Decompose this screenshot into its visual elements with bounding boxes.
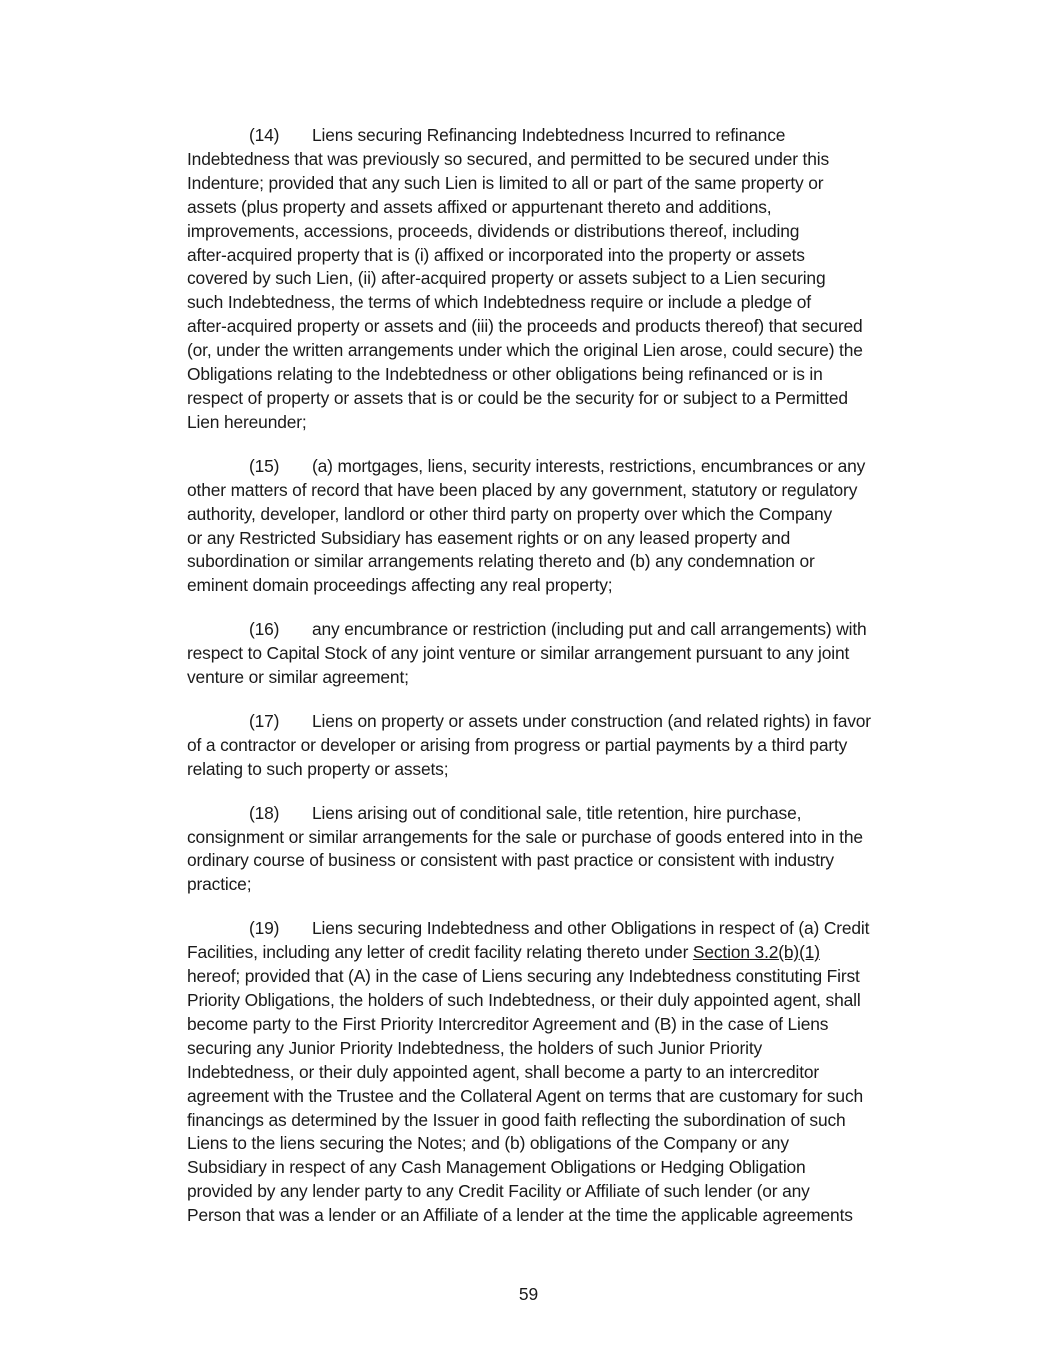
document-body	[187, 124, 935, 1248]
paragraph-line: improvements, accessions, proceeds, dividends or distributions thereof, including	[187, 220, 800, 241]
paragraph-text: Liens arising out of conditional sale, title retention, hire purchase,	[312, 802, 802, 823]
paragraph-19	[187, 917, 935, 1228]
paragraph-number: (15)	[249, 455, 280, 476]
paragraph-line: venture or similar agreement;	[187, 667, 409, 688]
paragraph-line: agreement with the Trustee and the Collateral Agent on terms that are customary for such	[187, 1085, 864, 1106]
paragraph-line: Subsidiary in respect of any Cash Management Obligations or Hedging Obligation	[187, 1157, 806, 1178]
paragraph-line: Person that was a lender or an Affiliate of a lender at the time the applicable agreements	[187, 1205, 853, 1226]
paragraph-line: provided by any lender party to any Credit Facility or Affiliate of such lender (or any	[187, 1181, 810, 1202]
paragraph-line: consignment or similar arrangements for the sale or purchase of goods entered into in the	[187, 826, 863, 847]
paragraph-text: any encumbrance or restriction (including put and call arrangements) with	[312, 619, 867, 640]
page-number: 59	[518, 1284, 539, 1304]
paragraph-number: (14)	[249, 125, 280, 145]
paragraph-text: (a) mortgages, liens, security interests, restrictions, encumbrances or any	[312, 455, 866, 476]
paragraph-line: covered by such Lien, (ii) after-acquired property or assets subject to a Lien securing	[187, 268, 826, 289]
paragraph-text: Liens securing Refinancing Indebtedness Incurred to refinance	[312, 125, 786, 145]
paragraph-line	[187, 455, 935, 479]
paragraph-line: Priority Obligations, the holders of such Indebtedness, or their duly appointed agent, shall	[187, 990, 861, 1010]
paragraph-18	[187, 802, 935, 898]
paragraph-line: subordination or similar arrangements relating thereto and (b) any condemnation or	[187, 551, 815, 572]
paragraph-line: or any Restricted Subsidiary has easement rights or on any leased property and	[187, 527, 791, 548]
paragraph-14	[187, 124, 935, 435]
paragraph-text: Facilities, including any letter of credit facility relating thereto under	[187, 942, 693, 963]
paragraph-line: (or, under the written arrangements under which the original Lien arose, could secure) the	[187, 340, 863, 361]
paragraph-number: (16)	[249, 619, 280, 640]
paragraph-line	[187, 710, 935, 734]
paragraph-line: Indebtedness, or their duly appointed agent, shall become a party to an intercreditor	[187, 1061, 820, 1082]
paragraph-line: such Indebtedness, the terms of which Indebtedness require or include a pledge of	[187, 292, 811, 313]
paragraph-line	[187, 124, 935, 148]
paragraph-line: Lien hereunder;	[187, 411, 307, 432]
paragraph-line: practice;	[187, 874, 252, 895]
paragraph-line: assets (plus property and assets affixed or appurtenant thereto and additions,	[187, 196, 772, 217]
paragraph-text: Liens on property or assets under construction (and related rights) in favor	[312, 710, 871, 731]
paragraph-line: after-acquired property that is (i) affixed or incorporated into the property or assets	[187, 244, 805, 265]
paragraph-line: become party to the First Priority Intercreditor Agreement and (B) in the case of Liens	[187, 1013, 829, 1034]
paragraph-line	[187, 941, 935, 965]
paragraph-line: after-acquired property or assets and (iii) the proceeds and products thereof) that secured	[187, 316, 863, 337]
paragraph-line	[187, 618, 935, 642]
paragraph-line: securing any Junior Priority Indebtedness, the holders of such Junior Priority	[187, 1037, 763, 1058]
paragraph-17	[187, 710, 935, 782]
paragraph-16	[187, 618, 935, 690]
paragraph-line: other matters of record that have been placed by any government, statutory or regulatory	[187, 479, 858, 500]
paragraph-number: (18)	[249, 802, 280, 823]
paragraph-line: eminent domain proceedings affecting any real property;	[187, 575, 613, 596]
paragraph-text: Liens securing Indebtedness and other Obligations in respect of (a) Credit	[312, 918, 870, 939]
paragraph-line: Obligations relating to the Indebtedness or other obligations being refinanced or is in	[187, 364, 823, 385]
paragraph-line	[187, 917, 935, 941]
paragraph-15	[187, 455, 935, 598]
paragraph-line: relating to such property or assets;	[187, 758, 449, 779]
paragraph-number: (19)	[249, 918, 280, 939]
paragraph-line: hereof; provided that (A) in the case of Liens securing any Indebtedness constituting First	[187, 966, 860, 987]
paragraph-line: authority, developer, landlord or other third party on property over which the Company	[187, 503, 833, 524]
paragraph-line: ordinary course of business or consistent with past practice or consistent with industry	[187, 850, 834, 871]
paragraph-number: (17)	[249, 710, 280, 731]
section-reference-link[interactable]: Section 3.2(b)(1)	[692, 942, 820, 963]
paragraph-line	[187, 802, 935, 826]
paragraph-line: Indenture; provided that any such Lien is limited to all or part of the same property or	[187, 172, 824, 193]
paragraph-line: of a contractor or developer or arising from progress or partial payments by a third party	[187, 734, 848, 755]
paragraph-line: respect of property or assets that is or could be the security for or subject to a Permitted	[187, 387, 848, 408]
paragraph-line: Liens to the liens securing the Notes; and (b) obligations of the Company or any	[187, 1133, 789, 1154]
paragraph-line: financings as determined by the Issuer in good faith reflecting the subordination of such	[187, 1109, 846, 1130]
paragraph-line: respect to Capital Stock of any joint venture or similar arrangement pursuant to any joint	[187, 643, 850, 664]
paragraph-line: Indebtedness that was previously so secured, and permitted to be secured under this	[187, 148, 830, 169]
